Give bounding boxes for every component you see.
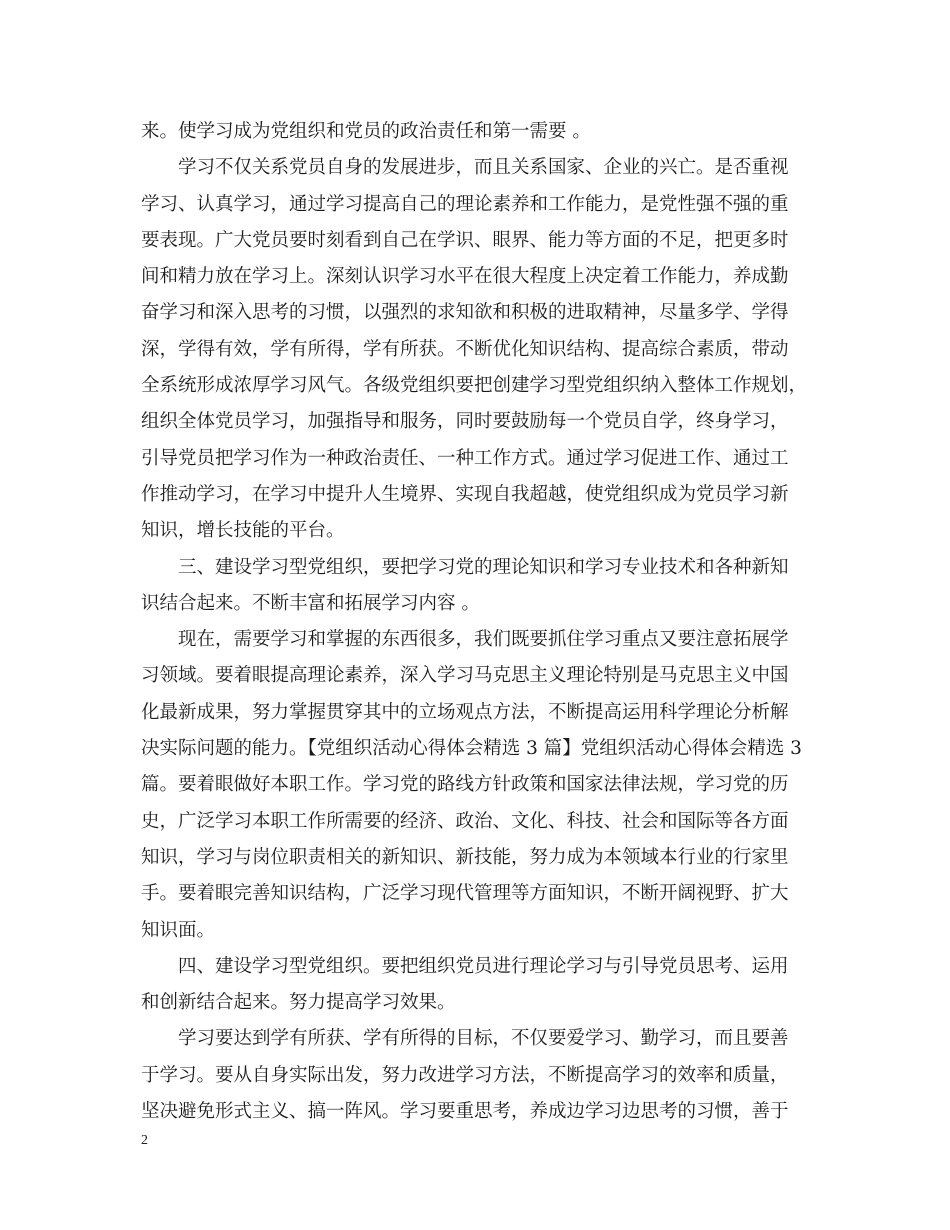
text-line: 篇。要着眼做好本职工作。学习党的路线方针政策和国家法律法规，学习党的历: [141, 774, 789, 796]
text-line: 和创新结合起来。努力提高学习效果。: [141, 992, 456, 1014]
text-line: 现在，需要学习和掌握的东西很多，我们既要抓住学习重点又要注意拓展学: [178, 629, 789, 651]
page-number: 2: [141, 1133, 148, 1148]
text-line: 学习要达到学有所获、学有所得的目标，不仅要爱学习、勤学习，而且要善: [178, 1028, 789, 1050]
text-line: 作推动学习，在学习中提升人生境界、实现自我超越，使党组织成为党员学习新: [141, 483, 789, 505]
text-line: 组织全体党员学习，加强指导和服务，同时要鼓励每一个党员自学，终身学习，: [141, 411, 789, 433]
body-text: [141, 114, 836, 1130]
text-line: 手。要着眼完善知识结构，广泛学习现代管理等方面知识，不断开阔视野、扩大: [141, 883, 789, 905]
text-line: 知识，增长技能的平台。: [141, 520, 345, 542]
text-line: 三、建设学习型党组织，要把学习党的理论知识和学习专业技术和各种新知: [178, 556, 789, 578]
text-line: 引导党员把学习作为一种政治责任、一种工作方式。通过学习促进工作、通过工: [141, 447, 789, 469]
text-line: 坚决避免形式主义、搞一阵风。学习要重思考，养成边学习边思考的习惯，善于: [141, 1101, 789, 1123]
text-line: 来。使学习成为党组织和党员的政治责任和第一需要 。: [141, 121, 591, 142]
text-line: 知识，学习与岗位职责相关的新知识、新技能，努力成为本领域本行业的行家里: [141, 846, 789, 868]
text-line: 要表现。广大党员要时刻看到自己在学识、眼界、能力等方面的不足，把更多时: [141, 229, 789, 251]
text-line: 深，学得有效，学有所得，学有所获。不断优化知识结构、提高综合素质，带动: [141, 338, 789, 360]
text-line: 四、建设学习型党组织。要把组织党员进行理论学习与引导党员思考、运用: [178, 955, 789, 977]
text-line: 学习、认真学习，通过学习提高自己的理论素养和工作能力，是党性强不强的重: [141, 193, 789, 215]
text-line: 习领域。要着眼提高理论素养，深入学习马克思主义理论特别是马克思主义中国: [141, 665, 789, 687]
text-line: 化最新成果，努力掌握贯穿其中的立场观点方法，不断提高运用科学理论分析解: [141, 701, 789, 723]
text-line: 于学习。要从自身实际出发，努力改进学习方法，不断提高学习的效率和质量，: [141, 1064, 789, 1086]
text-line: 决实际问题的能力。【党组织活动心得体会精选 3 篇】党组织活动心得体会精选 3: [141, 738, 802, 760]
text-line: 史，广泛学习本职工作所需要的经济、政治、文化、科技、社会和国际等各方面: [141, 810, 789, 832]
text-line: 识结合起来。不断丰富和拓展学习内容 。: [141, 592, 480, 614]
text-line: 学习不仅关系党员自身的发展进步，而且关系国家、企业的兴亡。是否重视: [178, 157, 789, 179]
text-line: 全系统形成浓厚学习风气。各级党组织要把创建学习型党组织纳入整体工作规划，: [141, 375, 808, 397]
text-line: 间和精力放在学习上。深刻认识学习水平在很大程度上决定着工作能力，养成勤: [141, 266, 789, 288]
text-line: 奋学习和深入思考的习惯，以强烈的求知欲和积极的进取精神，尽量多学、学得: [141, 302, 789, 324]
text-line: 知识面。: [141, 919, 216, 941]
